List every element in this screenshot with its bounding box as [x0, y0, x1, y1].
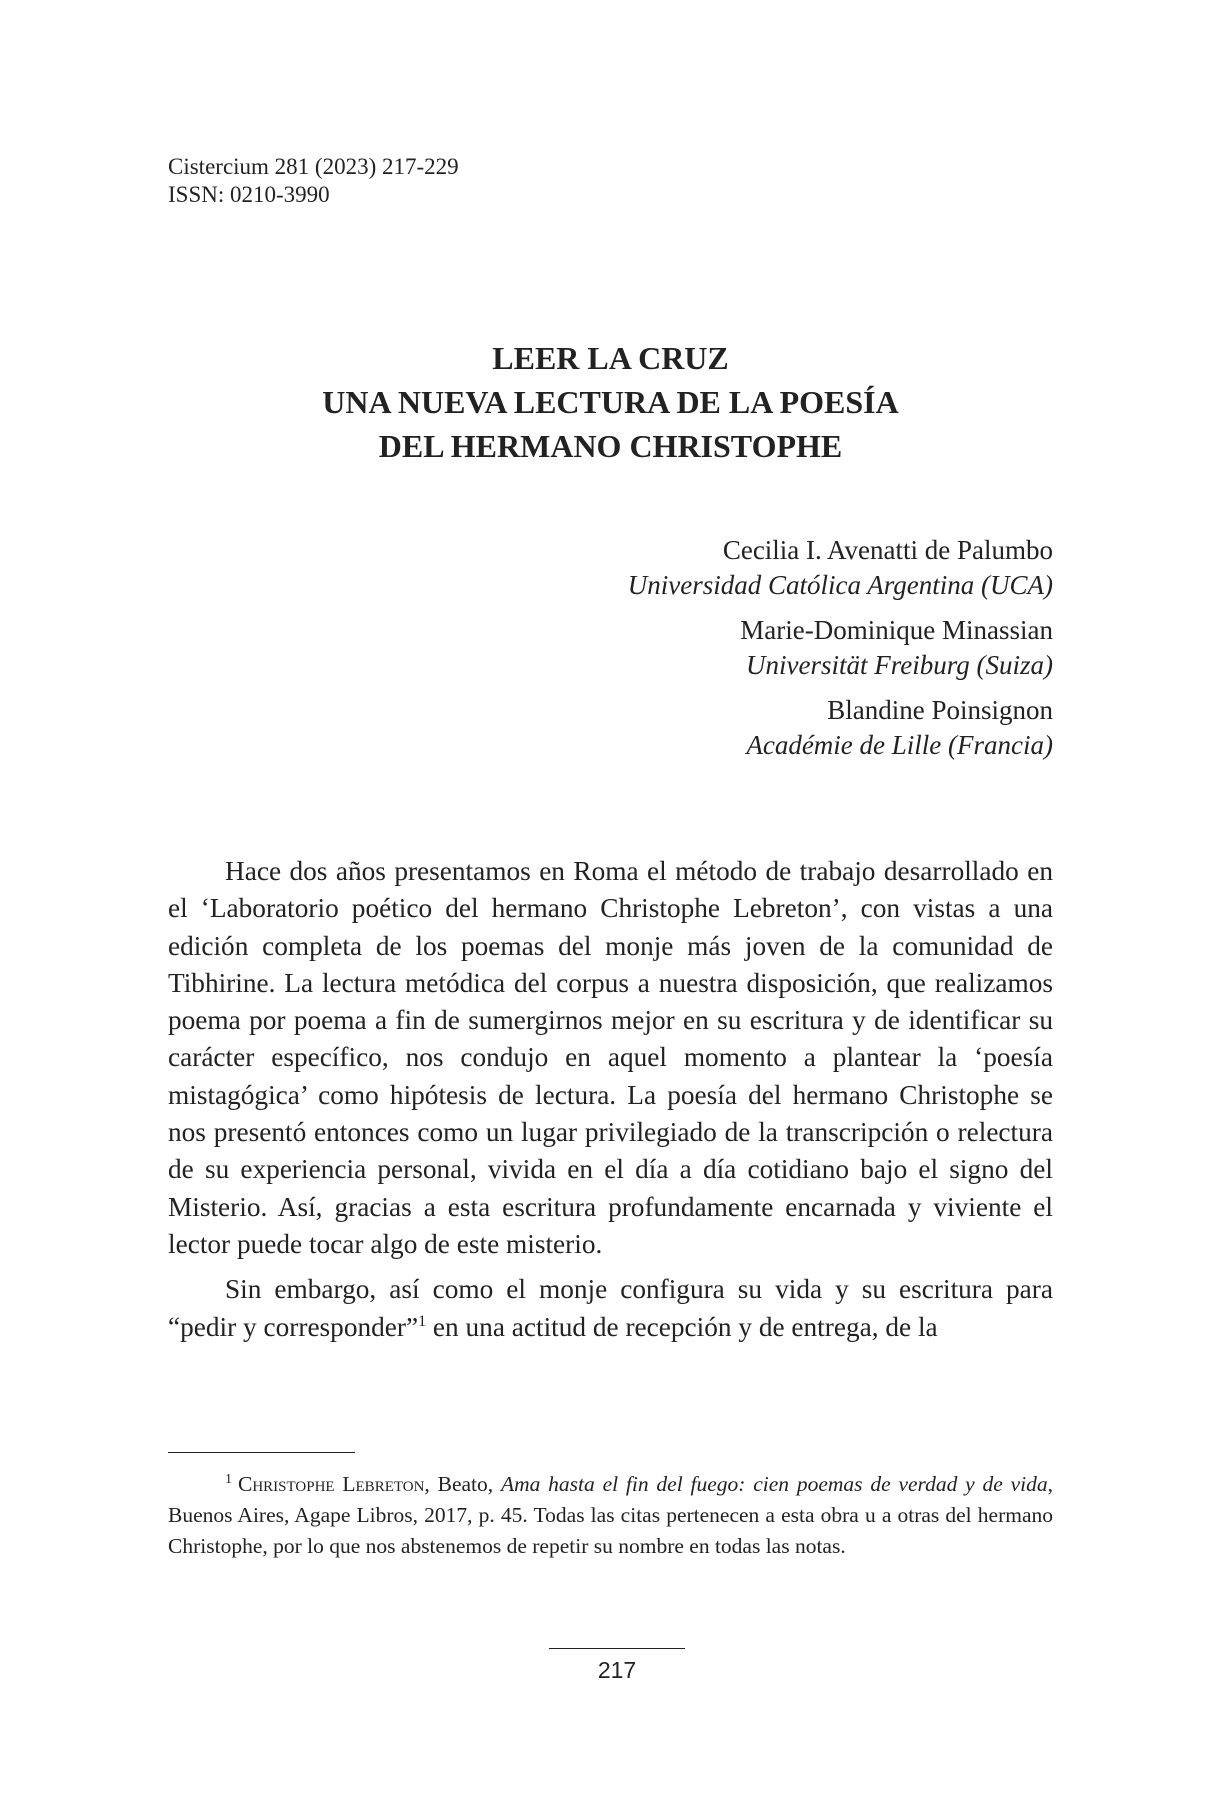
author-list: [168, 533, 1053, 773]
title-line-3: DEL HERMANO CHRISTOPHE: [378, 428, 843, 464]
footnote-author: Christophe Lebreton: [238, 1472, 425, 1496]
body-paragraph: Hace dos años presentamos en Roma el método de trabajo desarrollado en el ‘Laboratorio poético del hermano Christophe Lebreton’, con vistas a una edición completa de los poemas del monje más joven de la comunidad de Tibhirine. La lectura metódica del corpus a nuestra disposición, que realizamos poema por poema a fin de sumergirnos mejor en su escritura y de identificar su carácter específico, nos condujo en aquel momento a plantear la ‘poesía mistagógica’ como hipótesis de lectura. La poesía del hermano Christophe se nos presentó entonces como un lugar privilegiado de la transcripción o relectura de su experiencia personal, vivida en el día a día cotidiano bajo el signo del Misterio. Así, gracias a esta escritura profundamente encarnada y viviente el lector puede tocar algo de este misterio.: [168, 856, 1053, 1259]
journal-issn: ISSN: 0210-3990: [168, 182, 330, 207]
footnote-text: [168, 1469, 1053, 1562]
journal-header: [168, 153, 459, 209]
footnote-segment: , Beato,: [424, 1472, 501, 1496]
footnote-segment: , Buenos Aires, Agape Libros, 2017, p. 45. Todas las citas pertenecen a esta obra u a otras del hermano Christophe, por lo que nos abstenemos de repetir su nombre en todas las notas.: [168, 1472, 1054, 1558]
author-affiliation: Universität Freiburg (Suiza): [746, 650, 1053, 680]
author-entry: [168, 533, 1053, 603]
footnote-book-title: Ama hasta el fin del fuego: cien poemas de verdad y de vida: [500, 1472, 1048, 1496]
journal-citation: Cistercium 281 (2023) 217-229: [168, 154, 459, 179]
author-name: Marie-Dominique Minassian: [740, 615, 1053, 645]
footnote-number: 1: [225, 1471, 232, 1487]
page-number-divider: [549, 1648, 685, 1649]
title-line-2: UNA NUEVA LECTURA DE LA POESÍA: [322, 384, 899, 420]
author-affiliation: Universidad Católica Argentina (UCA): [627, 570, 1053, 600]
author-name: Blandine Poinsignon: [827, 695, 1053, 725]
title-line-1: LEER LA CRUZ: [492, 340, 729, 376]
paragraph-text: Sin embargo, así como el monje configura su vida y su escritura para “pedir y corresponder”: [168, 1274, 1053, 1342]
footnote: [168, 1469, 1053, 1562]
author-name: Cecilia I. Avenatti de Palumbo: [722, 535, 1053, 565]
page-number: 217: [597, 1657, 637, 1683]
author-entry: [168, 613, 1053, 683]
article-title: [168, 336, 1053, 468]
author-entry: [168, 693, 1053, 763]
footnote-reference[interactable]: 1: [418, 1312, 427, 1330]
article-body: [168, 853, 1053, 1346]
author-affiliation: Académie de Lille (Francia): [746, 730, 1053, 760]
paragraph-text: en una actitud de recepción y de entrega, de la: [426, 1311, 938, 1342]
footnote-divider: [168, 1452, 355, 1453]
body-paragraph: [168, 1271, 1053, 1346]
